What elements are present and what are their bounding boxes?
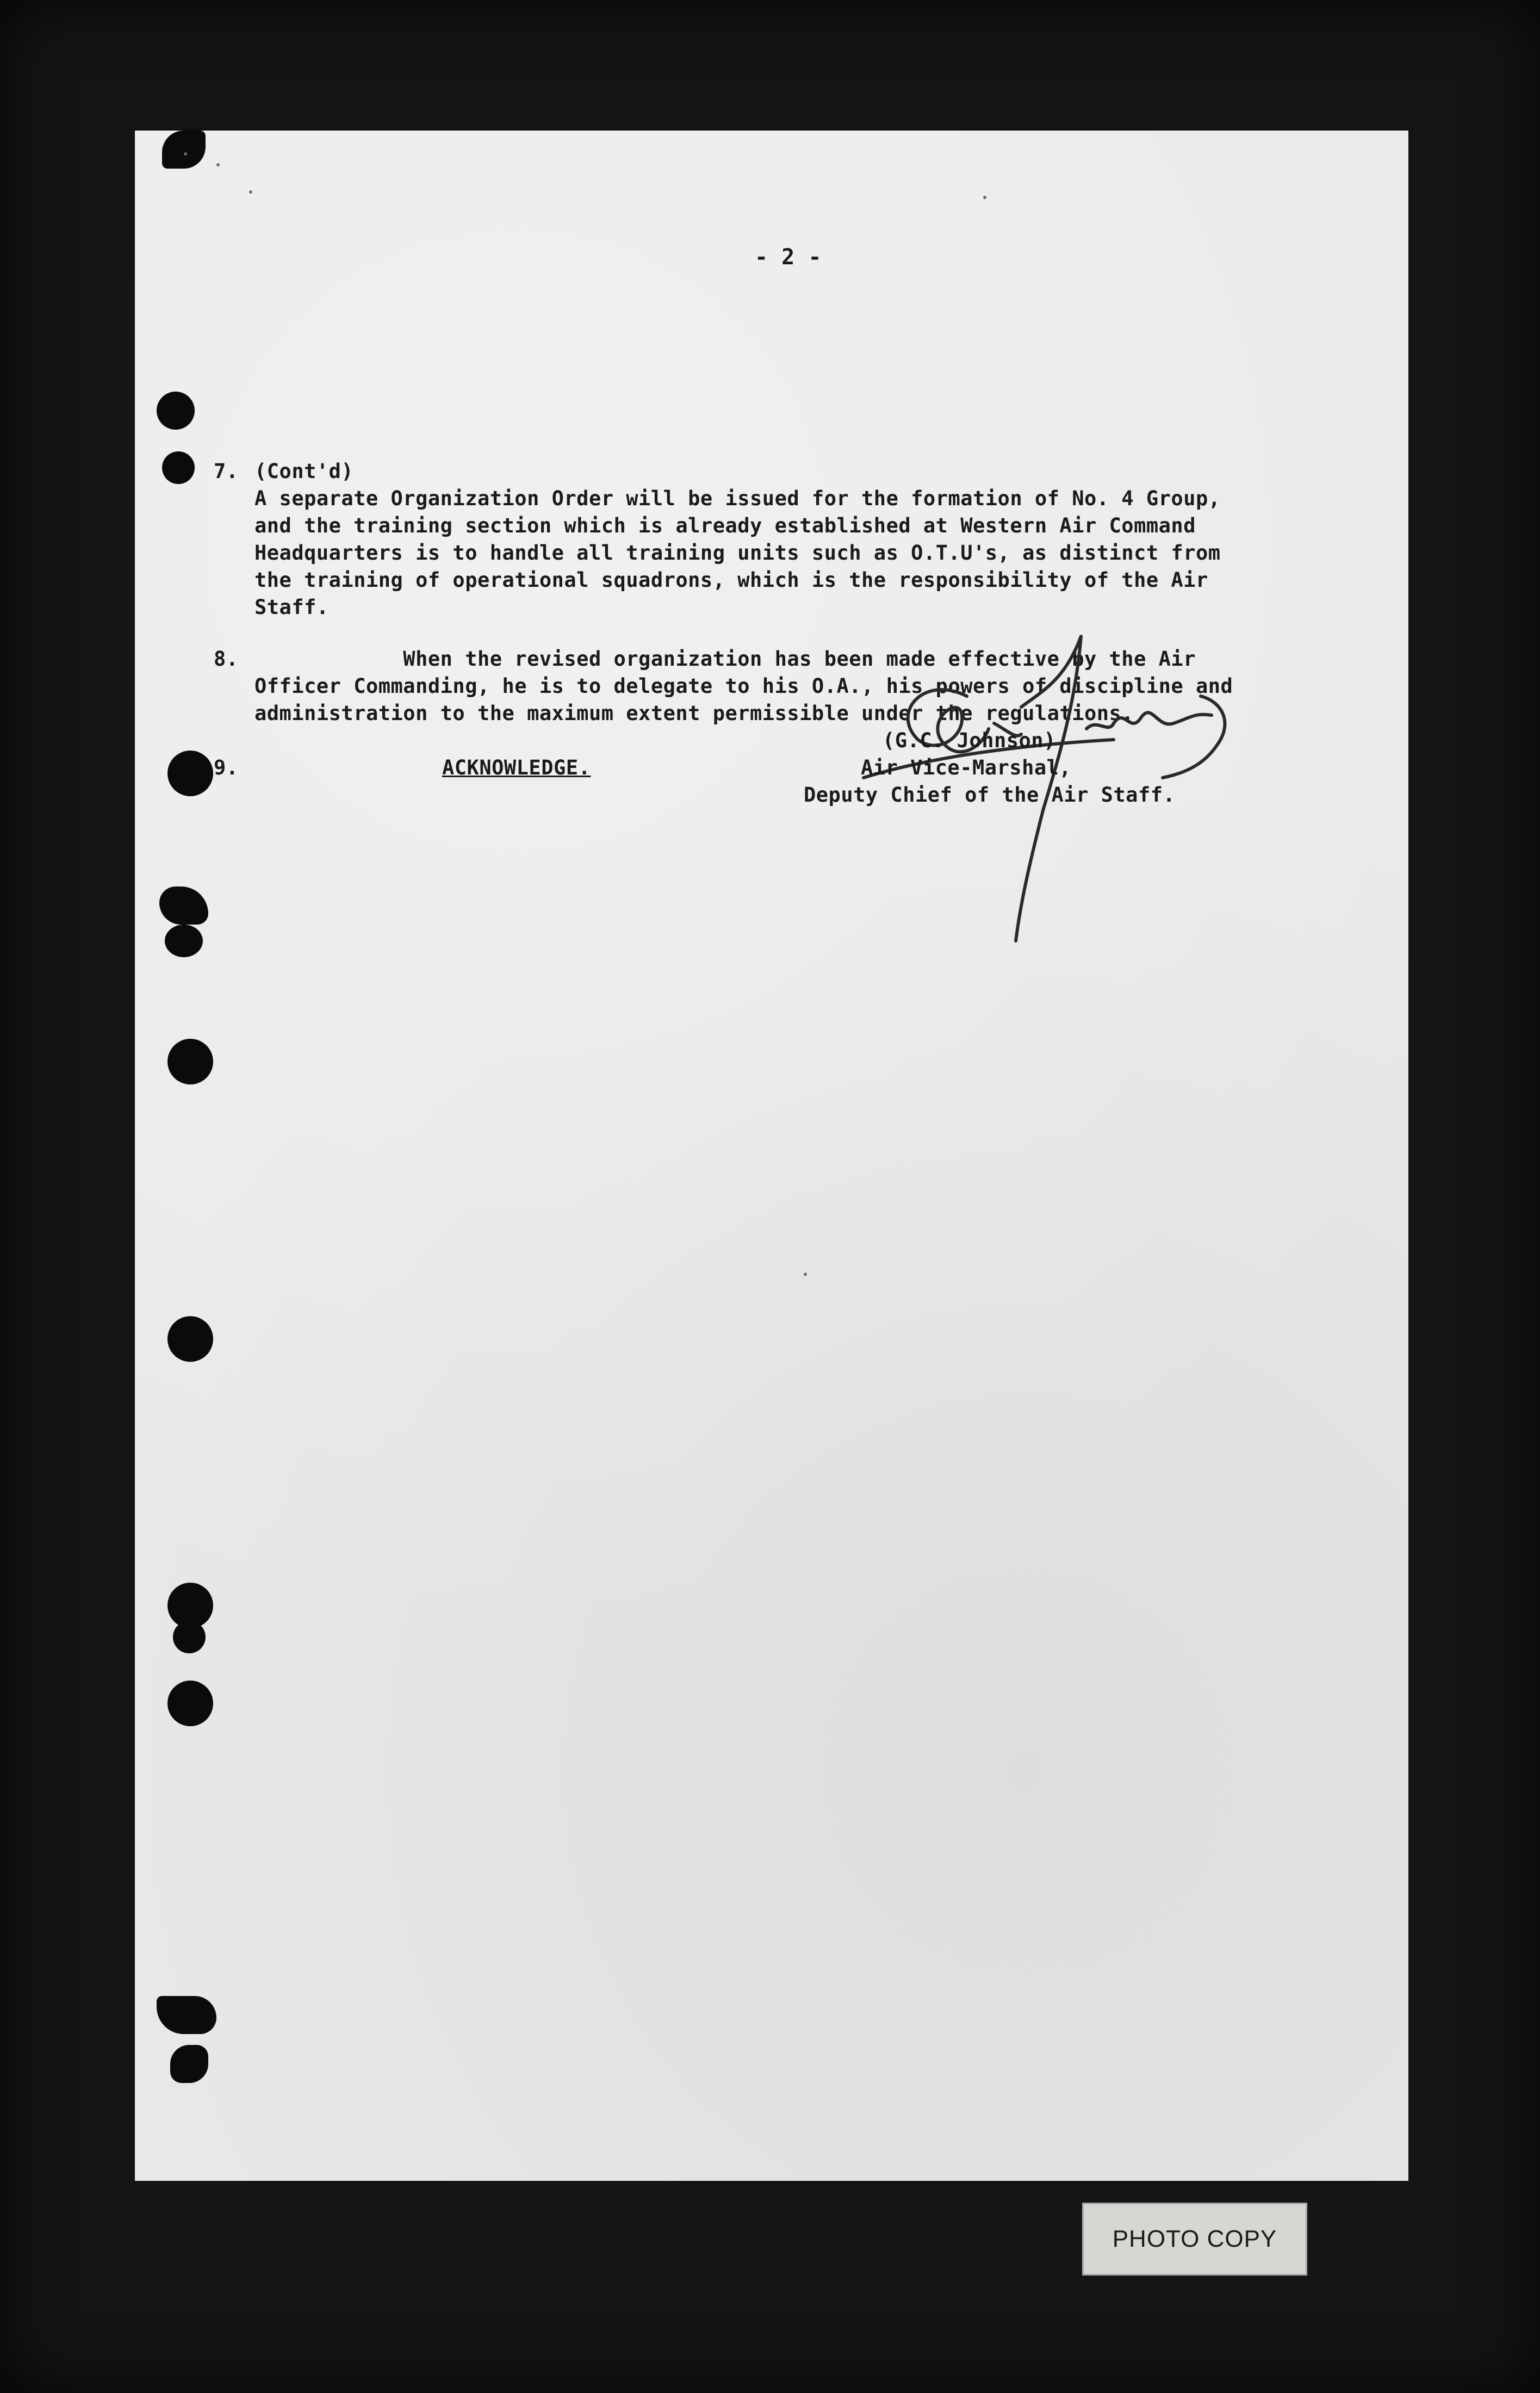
paper-tear [162,451,195,484]
paragraph-line: Officer Commanding, he is to delegate to his O.A., his powers of discipline and [254,674,1233,698]
paragraph-line: administration to the maximum extent permissible under the regulations. [254,702,1134,725]
punch-hole [167,1039,213,1084]
paper-tear [165,925,203,957]
paragraph-number: 7. [214,460,239,483]
paper-speck [983,196,986,199]
signatory-title: Deputy Chief of the Air Staff. [804,783,1176,807]
paper-tear [162,131,206,169]
paper-tear [159,886,208,925]
paper-tear [170,2045,208,2083]
paragraph-line: and the training section which is already established at Western Air Command [254,514,1196,537]
punch-hole [173,1621,206,1653]
photo-copy-stamp [1082,2203,1307,2276]
signatory-name: (G.C. Johnson) [883,729,1056,752]
page-number: - 2 - [755,245,822,270]
paper-speck [216,163,220,166]
paragraph-line: A separate Organization Order will be issued for the formation of No. 4 Group, [254,487,1221,510]
paper-tear [157,1996,216,2034]
paragraph-number: 8. [214,647,239,671]
paper-tear [157,392,195,430]
paragraph-line: Headquarters is to handle all training units such as O.T.U's, as distinct from [254,541,1221,565]
document-page [135,131,1408,2181]
acknowledge-text: ACKNOWLEDGE. [442,756,591,779]
paragraph-line: (Cont'd) [254,460,354,483]
photo-copy-stamp-text: PHOTO COPY [1112,2225,1277,2252]
paragraph-line: the training of operational squadrons, which is the responsibility of the Air [254,568,1208,592]
punch-hole [167,751,213,796]
paper-speck [249,190,252,194]
paper-speck [804,1273,807,1276]
punch-hole [167,1316,213,1362]
signatory-rank: Air Vice-Marshal, [861,756,1072,779]
paragraph-line: Staff. [254,596,329,619]
paragraph-number: 9. [214,756,239,779]
paper-speck [184,152,187,156]
punch-hole [167,1681,213,1726]
paragraph-line: When the revised organization has been made effective by the Air [254,647,1196,671]
